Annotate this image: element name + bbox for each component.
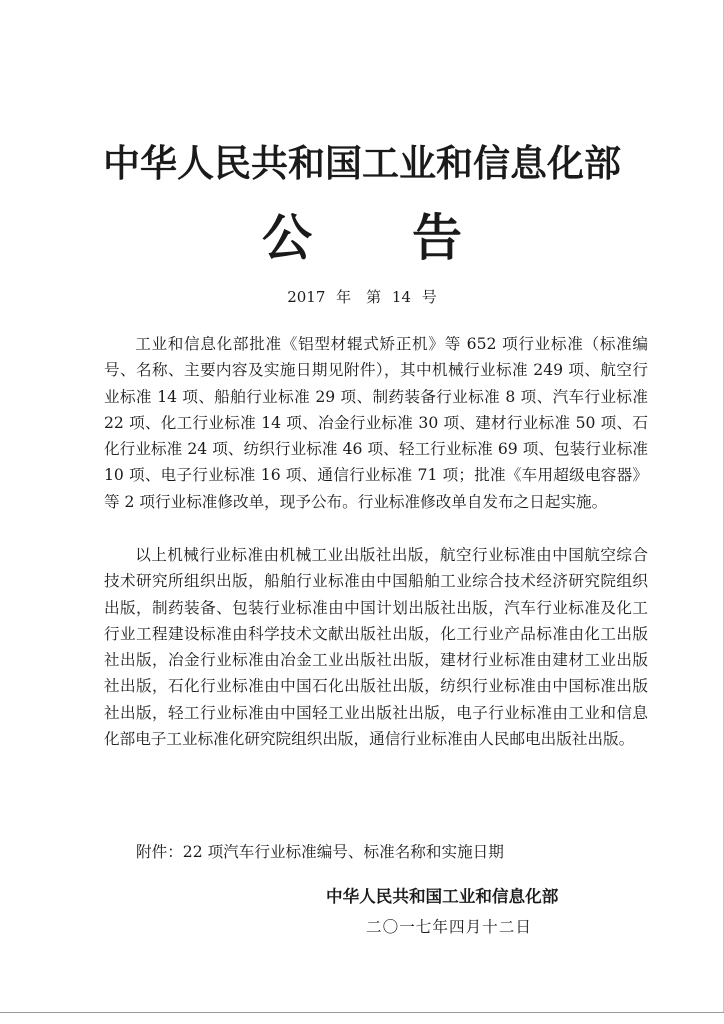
page-edge-bottom [0, 1012, 724, 1013]
body-paragraph-1: 工业和信息化部批准《铝型材辊式矫正机》等 652 项行业标准（标准编号、名称、主要内容及实施日期见附件），其中机械行业标准 249 项、航空行业标准 14 项、船舶行业标准 29 项、制药装备行业标准 8 项、汽车行业标准 22 项、化工行业标准 14 项、冶金行业标准 30 项、建材行业标准 50 项、石化行业标准 24 项、纺织行业标准 46 项、轻工行业标准 69 项、包装行业标准 10 项、电子行业标准 16 项、通信行业标准 71 项；批准《车用超级电容器》等 2 项行业标准修改单，现予公布。行业标准修改单自发布之日起实施。 [104, 335, 648, 511]
issuer-title: 中华人民共和国工业和信息化部 [103, 142, 621, 185]
document-number: 2017 年 第 14 号 [287, 288, 437, 306]
attachment-note: 附件：22 项汽车行业标准编号、标准名称和实施日期 [136, 843, 504, 861]
document-type-heading: 公告 [262, 209, 562, 267]
body-paragraph-2: 以上机械行业标准由机械工业出版社出版，航空行业标准由中国航空综合技术研究所组织出版，船舶行业标准由中国船舶工业综合技术经济研究院组织出版，制药装备、包装行业标准由中国计划出版社出版，汽车行业标准及化工行业工程建设标准由科学技术文献出版社出版，化工行业产品标准由化工出版社出版，冶金行业标准由冶金工业出版社出版，建材行业标准由建材工业出版社出版，石化行业标准由中国石化出版社出版，纺织行业标准由中国标准出版社出版，轻工行业标准由中国轻工业出版社出版，电子行业标准由工业和信息化部电子工业标准化研究院组织出版，通信行业标准由人民邮电出版社出版。 [104, 546, 648, 749]
signatory: 中华人民共和国工业和信息化部 [326, 887, 559, 906]
issue-date: 二〇一七年四月十二日 [366, 918, 532, 936]
